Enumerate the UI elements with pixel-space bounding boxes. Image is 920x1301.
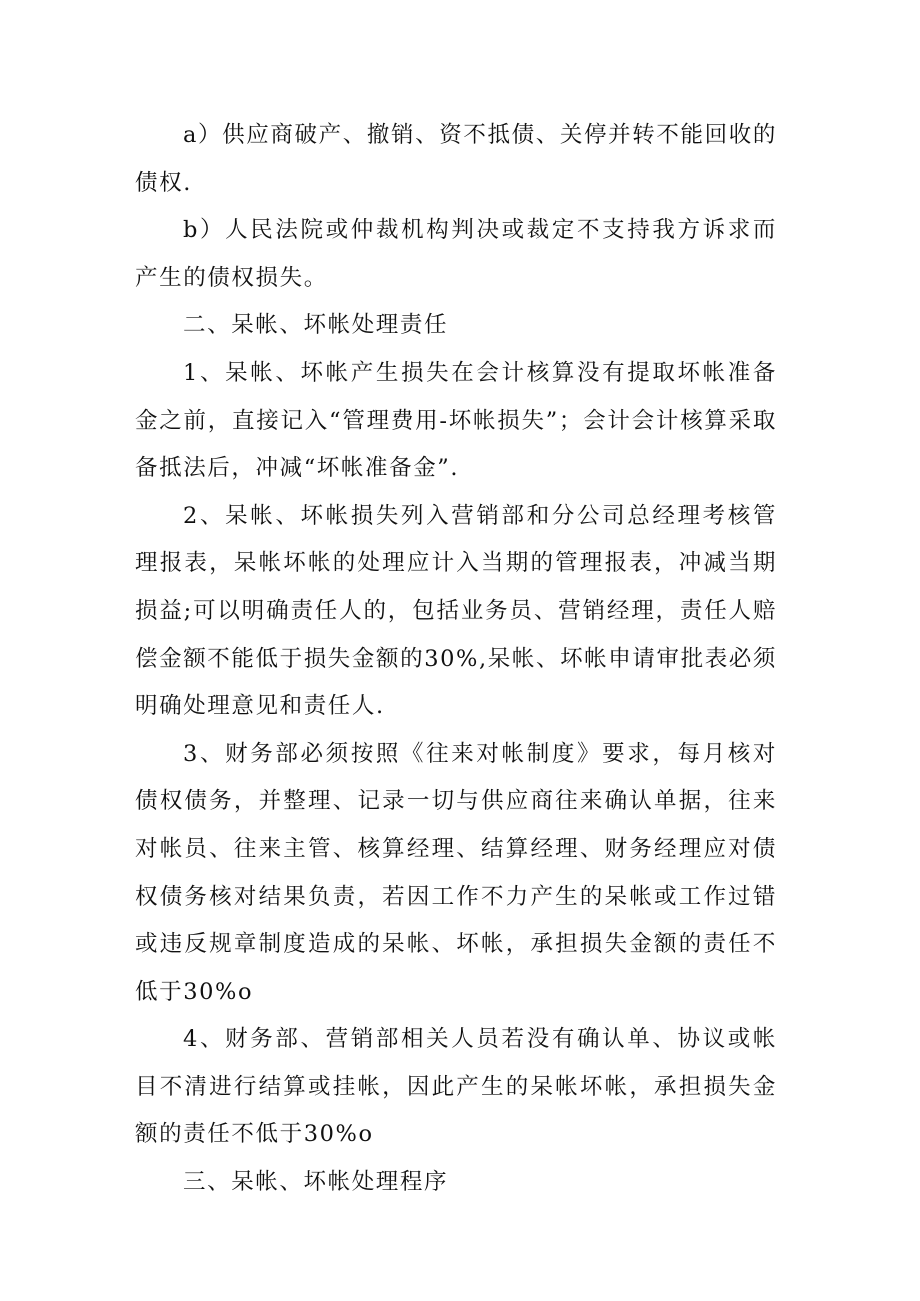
paragraph-clause-1: 1、呆帐、坏帐产生损失在会计核算没有提取坏帐准备金之前，直接记入“管理费用-坏帐损失”；会计会计核算采取备抵法后，冲减“坏帐准备金”.: [135, 359, 777, 482]
paragraph-clause-3: 3、财务部必须按照《往来对帐制度》要求，每月核对债权债务，并整理、记录一切与供应商往来确认单据，往来对帐员、往来主管、核算经理、结算经理、财务经理应对债权债务核对结果负责，若因工作不力产生的呆帐或工作过错或违反规章制度造成的呆帐、坏帐，承担损失金额的责任不低于30%o: [135, 740, 777, 1005]
paragraph-item-a: a）供应商破产、撤销、资不抵债、关停并转不能回收的债权.: [135, 122, 777, 196]
document-body: [135, 112, 777, 1207]
paragraph-clause-2: 2、呆帐、坏帐损失列入营销部和分公司总经理考核管理报表，呆帐坏帐的处理应计入当期的管理报表，冲减当期损益;可以明确责任人的，包括业务员、营销经理，责任人赔偿金额不能低于损失金额的30%,呆帐、坏帐申请审批表必须明确处理意见和责任人.: [135, 502, 777, 720]
paragraph-item-b: b）人民法院或仲裁机构判决或裁定不支持我方诉求而产生的债权损失。: [135, 217, 777, 291]
section-heading-2: 二、呆帐、坏帐处理责任: [183, 312, 449, 339]
paragraph-clause-4: 4、财务部、营销部相关人员若没有确认单、协议或帐目不清进行结算或挂帐，因此产生的呆帐坏帐，承担损失金额的责任不低于30%o: [135, 1026, 777, 1148]
section-heading-3: 三、呆帐、坏帐处理程序: [183, 1169, 449, 1196]
